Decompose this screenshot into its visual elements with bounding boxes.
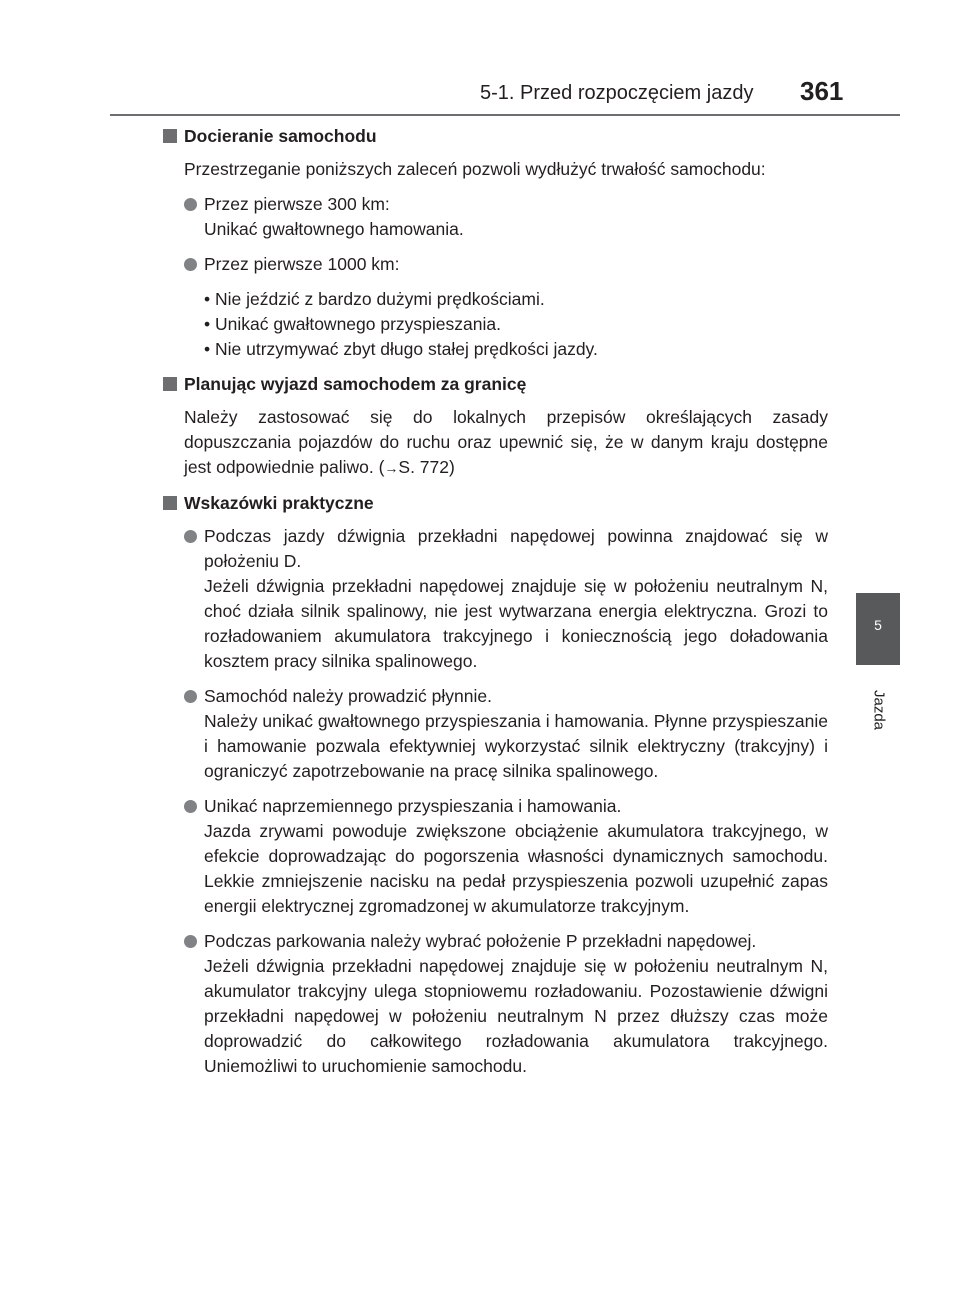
circle-bullet-icon (184, 935, 197, 948)
running-header-section: 5-1. Przed rozpoczęciem jazdy (480, 82, 754, 104)
circle-bullet-icon (184, 198, 197, 211)
section-break-in (160, 124, 828, 362)
sub-list-item: • Nie utrzymywać zbyt długo stałej prędkości jazdy. (204, 339, 598, 359)
tip-detail: Należy unikać gwałtownego przyspieszania i hamowania. Płynne przyspieszanie i hamowanie pozwala efektywniej wykorzystać silnik elektryczny (trakcyjny) i ograniczyć zapotrzebowanie na pracę silnika spalinowego. (204, 711, 828, 781)
circle-bullet-icon (184, 690, 197, 703)
tip-lead: Unikać naprzemiennego przyspieszania i hamowania. (204, 796, 622, 816)
sub-list-item: • Unikać gwałtownego przyspieszania. (204, 314, 501, 334)
circle-bullet-icon (184, 530, 197, 543)
section-abroad (160, 372, 828, 481)
section-heading (160, 124, 828, 149)
list-item (160, 252, 828, 277)
page-reference-link[interactable]: S. 772) (398, 457, 455, 477)
section-title: Planując wyjazd samochodem za granicę (184, 374, 527, 394)
list-item (160, 929, 828, 1079)
section-title: Docieranie samochodu (184, 126, 377, 146)
header-divider (110, 114, 900, 116)
chapter-label-text: Jazda (870, 689, 888, 731)
circle-bullet-icon (184, 800, 197, 813)
list-item (160, 794, 828, 919)
square-bullet-icon (163, 129, 177, 143)
chapter-label (857, 675, 901, 745)
section-body-text: Należy zastosować się do lokalnych przepisów określających zasady dopuszczania pojazdów do ruchu oraz upewnić się, że w danym kraju dostępne jest odpowiednie paliwo. ( (184, 407, 828, 477)
tip-detail: Jeżeli dźwignia przekładni napędowej znajduje się w położeniu neutralnym N, akumulator trakcyjny ulega stopniowemu rozładowaniu. Pozostawienie dźwigni przekładni napędowej w położeniu neutralnym N przez dłuższy czas może doprowadzić do całkowitego rozładowania akumulatora trakcyjnego. Uniemożliwi to uruchomienie samochodu. (204, 956, 828, 1076)
chapter-tab-number: 5 (874, 617, 882, 633)
page-number: 361 (800, 76, 844, 106)
bullet-text: Przez pierwsze 300 km: (204, 194, 390, 214)
tip-lead: Samochód należy prowadzić płynnie. (204, 686, 492, 706)
tip-lead: Podczas jazdy dźwignia przekładni napędowej powinna znajdować się w położeniu D. (204, 526, 828, 571)
chapter-tab (856, 593, 900, 665)
square-bullet-icon (163, 377, 177, 391)
section-heading (160, 372, 828, 397)
tip-detail: Jeżeli dźwignia przekładni napędowej znajduje się w położeniu neutralnym N, choć działa silnik spalinowy, nie jest wytwarzana energia elektryczna. Grozi to rozładowaniem akumulatora trakcyjnego i koniecznością jego doładowania kosztem pracy silnika spalinowego. (204, 576, 828, 671)
section-title: Wskazówki praktyczne (184, 493, 374, 513)
bullet-text: Unikać gwałtownego hamowania. (204, 219, 464, 239)
page-content (160, 124, 828, 1089)
tip-detail: Jazda zrywami powoduje zwiększone obciążenie akumulatora trakcyjnego, w efekcie doprowadzając do pogorszenia własności dynamicznych samochodu. Lekkie zmniejszenie nacisku na pedał przyspieszenia pozwoli uzupełnić zapas energii elektrycznej zgromadzonej w akumulatorze trakcyjnym. (204, 821, 828, 916)
arrow-right-icon: → (384, 460, 399, 476)
circle-bullet-icon (184, 258, 197, 271)
tip-lead: Podczas parkowania należy wybrać położenie P przekładni napędowej. (204, 931, 757, 951)
section-body (184, 405, 828, 481)
section-intro: Przestrzeganie poniższych zaleceń pozwoli wydłużyć trwałość samochodu: (184, 159, 766, 179)
list-item (160, 684, 828, 784)
list-item (160, 192, 828, 242)
sub-list-item: • Nie jeździć z bardzo dużymi prędkościami. (204, 289, 545, 309)
section-tips (160, 491, 828, 1079)
list-item (160, 524, 828, 674)
section-heading (160, 491, 828, 516)
sub-list (160, 287, 828, 362)
bullet-text: Przez pierwsze 1000 km: (204, 254, 400, 274)
square-bullet-icon (163, 496, 177, 510)
